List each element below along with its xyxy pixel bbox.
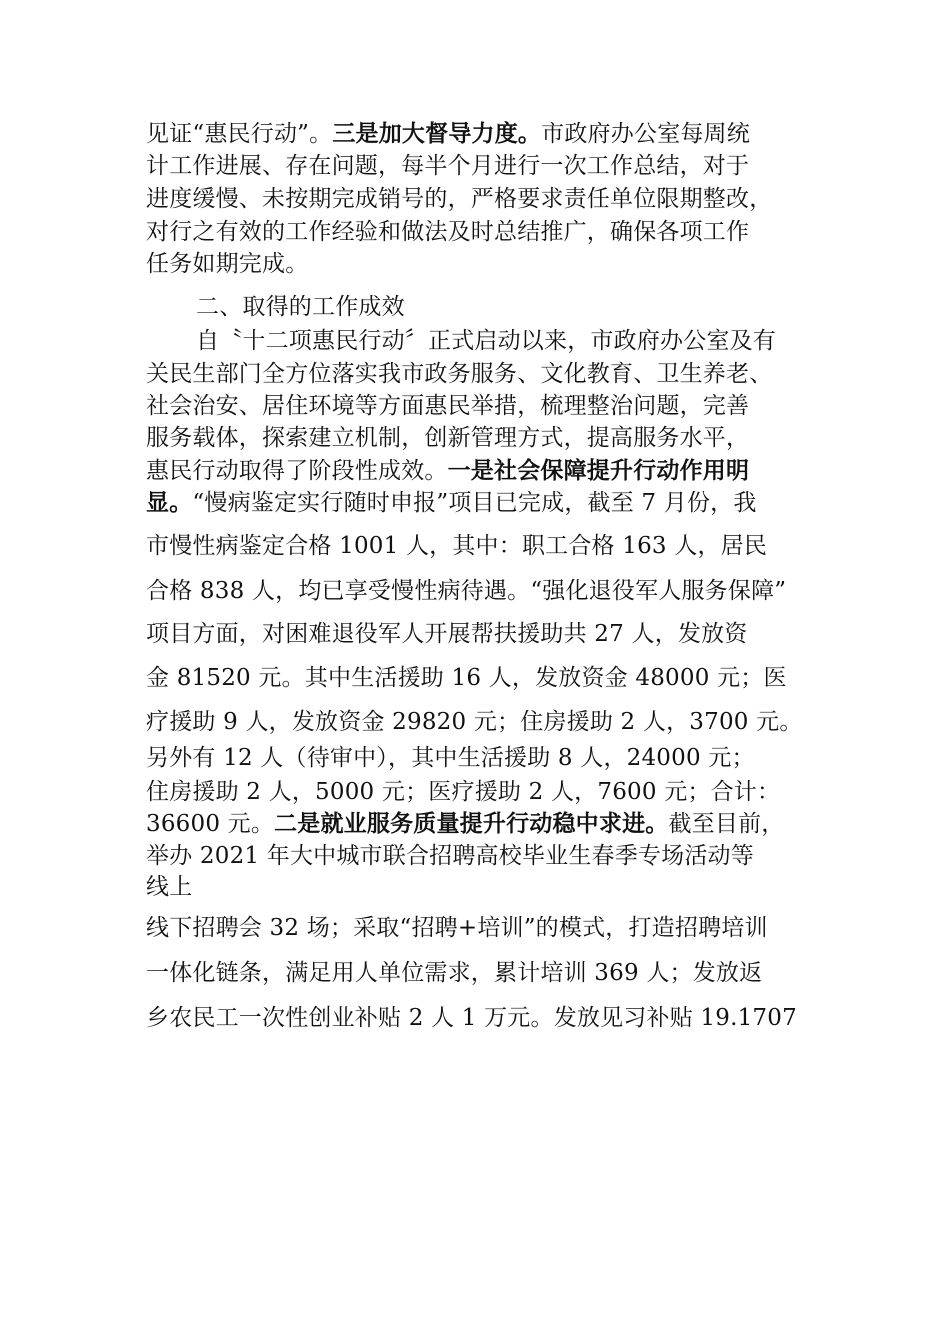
text-line: [146, 216, 749, 248]
text-line: [146, 957, 762, 989]
text-line: [146, 1002, 797, 1034]
text-line: [146, 662, 787, 694]
text-run: 社会治安、居住环境等方面惠民举措，梳理整治问题，完善: [146, 393, 750, 419]
text-run: 金 81520 元。其中生活援助 16 人，发放资金 48000 元；医: [146, 665, 787, 691]
bold-text-run: 一是社会保障提升行动作用明: [447, 457, 750, 484]
text-run: 一体化链条，满足用人单位需求，累计培训 369 人；发放返: [146, 960, 763, 986]
text-line: [146, 422, 749, 454]
text-run: 项目方面，对困难退役军人开展帮扶援助共 27 人，发放资: [146, 621, 748, 647]
text-run: 市政府办公室每周统: [541, 121, 750, 147]
text-run: 疗援助 9 人，发放资金 29820 元；住房援助 2 人，3700 元。: [146, 709, 803, 735]
text-line: [196, 325, 776, 357]
text-run: 乡农民工一次性创业补贴 2 人 1 万元。发放见习补贴 19.1707: [146, 1005, 797, 1031]
text-run: 服务载体，探索建立机制，创新管理方式，提高服务水平，: [146, 425, 750, 451]
section-heading: [196, 291, 405, 323]
bold-text-run: 三是加大督导力度。: [332, 120, 542, 147]
text-line: [146, 248, 308, 280]
text-line: [146, 390, 749, 422]
text-line: [146, 706, 803, 738]
text-run: 36600 元。: [146, 811, 275, 837]
text-run: 见证“惠民行动”。: [146, 121, 333, 147]
text-run: “慢病鉴定实行随时申报”项目已完成，截至 7 月份，我: [192, 490, 757, 516]
text-run: 另外有 12 人（待审中），其中生活援助 8 人，24000 元；: [146, 745, 755, 771]
text-run: 截至目前，: [668, 811, 785, 837]
text-line: [146, 776, 780, 808]
text-run: 住房援助 2 人，5000 元；医疗援助 2 人，7600 元；合计：: [146, 779, 781, 805]
text-run: 市慢性病鉴定合格 1001 人，其中：职工合格 163 人，居民: [146, 533, 768, 559]
text-run: 惠民行动取得了阶段性成效。: [146, 458, 448, 484]
text-line: [146, 455, 749, 487]
text-run: 线下招聘会 32 场；采取“招聘+培训”的模式，打造招聘培训: [146, 915, 768, 941]
text-run: 关民生部门全方位落实我市政务服务、文化教育、卫生养老、: [146, 361, 773, 387]
text-run: 计工作进展、存在问题，每半个月进行一次工作总结，对于: [146, 153, 750, 179]
text-line: [146, 150, 749, 182]
bold-text-run: 显。: [146, 489, 193, 516]
text-run: 任务如期完成。: [146, 251, 309, 277]
text-run: 对行之有效的工作经验和做法及时总结推广，确保各项工作: [146, 219, 750, 245]
text-run: 进度缓慢、未按期完成销号的，严格要求责任单位限期整改，: [146, 186, 773, 212]
text-line: [146, 358, 772, 390]
text-line: [146, 912, 768, 944]
text-run: 自〝十二项惠民行动〞正式启动以来，市政府办公室及有: [196, 328, 776, 354]
text-line: [146, 183, 772, 215]
text-line: [146, 808, 784, 840]
text-line: [146, 118, 750, 150]
text-run: 举办 2021 年大中城市联合招聘高校毕业生春季专场活动等: [146, 843, 754, 869]
text-line: [146, 618, 748, 650]
text-run: 合格 838 人，均已享受慢性病待遇。“强化退役军人服务保障”: [146, 578, 787, 604]
text-line: [146, 487, 757, 519]
text-line: [146, 871, 192, 903]
text-line: [146, 742, 755, 774]
text-line: [146, 840, 754, 872]
text-line: [146, 530, 767, 562]
text-line: [146, 575, 786, 607]
bold-text-run: 二是就业服务质量提升行动稳中求进。: [274, 810, 669, 837]
text-run: 线上: [146, 874, 193, 900]
text-run: 二、取得的工作成效: [196, 294, 405, 320]
